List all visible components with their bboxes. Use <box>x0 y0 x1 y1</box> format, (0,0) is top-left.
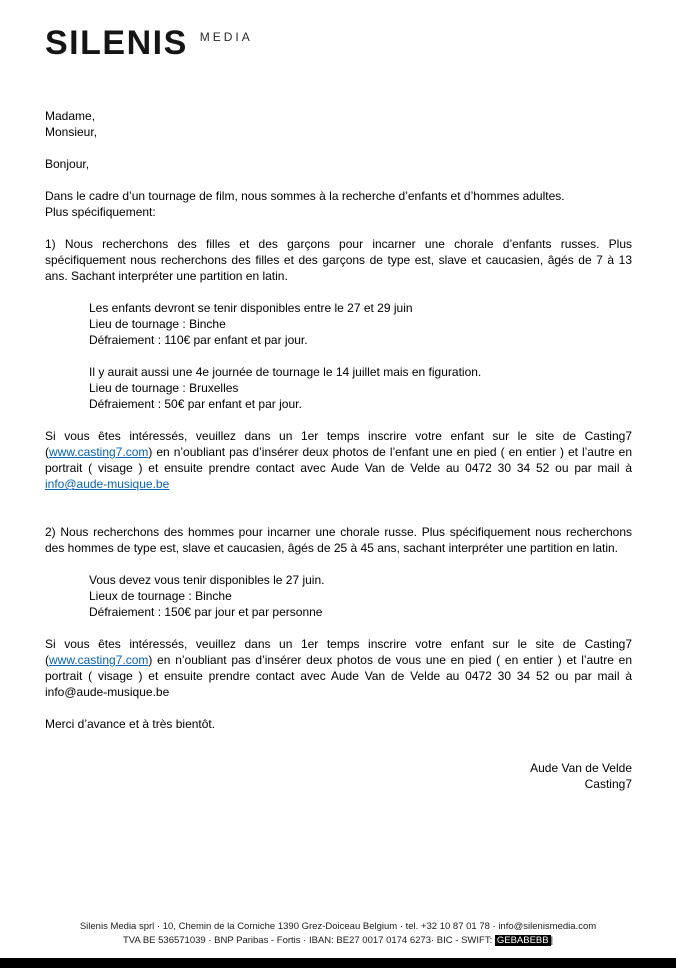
footer-line-2-text: TVA BE 536571039 · BNP Paribas - Fortis · IBAN: BE27 0017 0174 6273· BIC - SWIFT: <box>122 935 495 946</box>
contact1-text-b: ) en n’oubliant pas d’insérer deux photos de l’enfant une en pied ( en entier ) et l’autre en portrait ( visage ) et ensuite prendre contact avec Aude Van de Velde au 0472 30 34 52 ou par mail à <box>45 445 632 475</box>
selected-text-bic: GEBABEBB <box>496 935 549 946</box>
spacer <box>45 220 632 236</box>
detail-line: Vous devez vous tenir disponibles le 27 juin. <box>89 573 325 587</box>
spacer <box>45 284 632 300</box>
spacer <box>45 492 632 524</box>
contact2-text-a: Si vous êtes intéressés, veuillez dans un 1er temps inscrire votre enfant sur le site de Casting7 ( <box>45 637 632 667</box>
spacer <box>45 172 632 188</box>
spacer <box>45 700 632 716</box>
spacer <box>45 412 632 428</box>
signature-name: Aude Van de Velde <box>530 761 632 775</box>
contact1-text-a: Si vous êtes intéressés, veuillez dans un 1er temps inscrire votre enfant sur le site de Casting7 ( <box>45 429 632 459</box>
page-edge-bar <box>0 958 676 968</box>
contact2-text-b: ) en n’oubliant pas d’insérer deux photos de vous une en pied ( en entier ) et l’autre en portrait ( visage ) et ensuite prendre contact avec Aude Van de Velde au 0472 30 34 52 ou par mail à info@aude-musique.be <box>45 653 632 699</box>
contact-paragraph-1 <box>45 428 632 492</box>
detail-line: Les enfants devront se tenir disponibles entre le 27 et 29 juin <box>89 301 413 315</box>
company-logo <box>45 26 632 60</box>
detail-line: Défraiement : 50€ par enfant et par jour. <box>89 397 302 411</box>
signature-org: Casting7 <box>584 777 632 791</box>
shoot-details-children-b <box>45 364 632 412</box>
detail-line: Lieu de tournage : Bruxelles <box>89 381 239 395</box>
detail-line: Lieux de tournage : Binche <box>89 589 232 603</box>
contact-paragraph-2 <box>45 636 632 700</box>
spacer <box>45 348 632 364</box>
casting7-link[interactable]: www.casting7.com <box>49 445 149 459</box>
intro-line-2: Plus spécifiquement: <box>45 205 156 219</box>
detail-line: Lieu de tournage : Binche <box>89 317 226 331</box>
page-footer <box>0 920 676 948</box>
spacer <box>45 556 632 572</box>
brand-sub-wordmark: MEDIA <box>199 30 253 44</box>
shoot-details-men <box>45 572 632 620</box>
text-cursor: | <box>550 935 554 946</box>
shoot-details-children-a <box>45 300 632 348</box>
greeting: Bonjour, <box>45 157 90 171</box>
salutation-monsieur: Monsieur, <box>45 125 98 139</box>
signature-block <box>45 760 632 792</box>
footer-line-1: Silenis Media sprl · 10, Chemin de la Corniche 1390 Grez-Doiceau Belgium · tel. +32 10 87 01 78 · info@silenismedia.com <box>79 921 597 932</box>
footer-line-2 <box>0 934 676 948</box>
spacer <box>45 620 632 636</box>
detail-line: Défraiement : 150€ par jour et par personne <box>89 605 323 619</box>
brand-wordmark: SILENIS <box>45 24 188 62</box>
spacer <box>45 140 632 156</box>
email-link-aude-musique[interactable]: info@aude-musique.be <box>45 477 170 491</box>
closing-line: Merci d’avance et à très bientôt. <box>45 717 216 731</box>
letter-body <box>45 108 632 792</box>
casting7-link-2[interactable]: www.casting7.com <box>49 653 149 667</box>
intro-line-1: Dans le cadre d’un tournage de film, nous sommes à la recherche d’enfants et d’hommes adultes. <box>45 189 565 203</box>
detail-line: Défraiement : 110€ par enfant et par jour. <box>89 333 308 347</box>
section-1-paragraph: 1) Nous recherchons des filles et des garçons pour incarner une chorale d’enfants russes. Plus spécifiquement nous recherchons des filles et des garçons de type est, slave et caucasien, âgés de 7 à 13 ans. Sachant interpréter une partition en latin. <box>45 237 632 283</box>
detail-line: Il y aurait aussi une 4e journée de tournage le 14 juillet mais en figuration. <box>89 365 482 379</box>
section-2-paragraph: 2) Nous recherchons des hommes pour incarner une chorale russe. Plus spécifiquement nous recherchons des hommes de type est, slave et caucasien, âgés de 25 à 45 ans, sachant interpréter une partition en latin. <box>45 525 632 555</box>
salutation-madame: Madame, <box>45 109 96 123</box>
